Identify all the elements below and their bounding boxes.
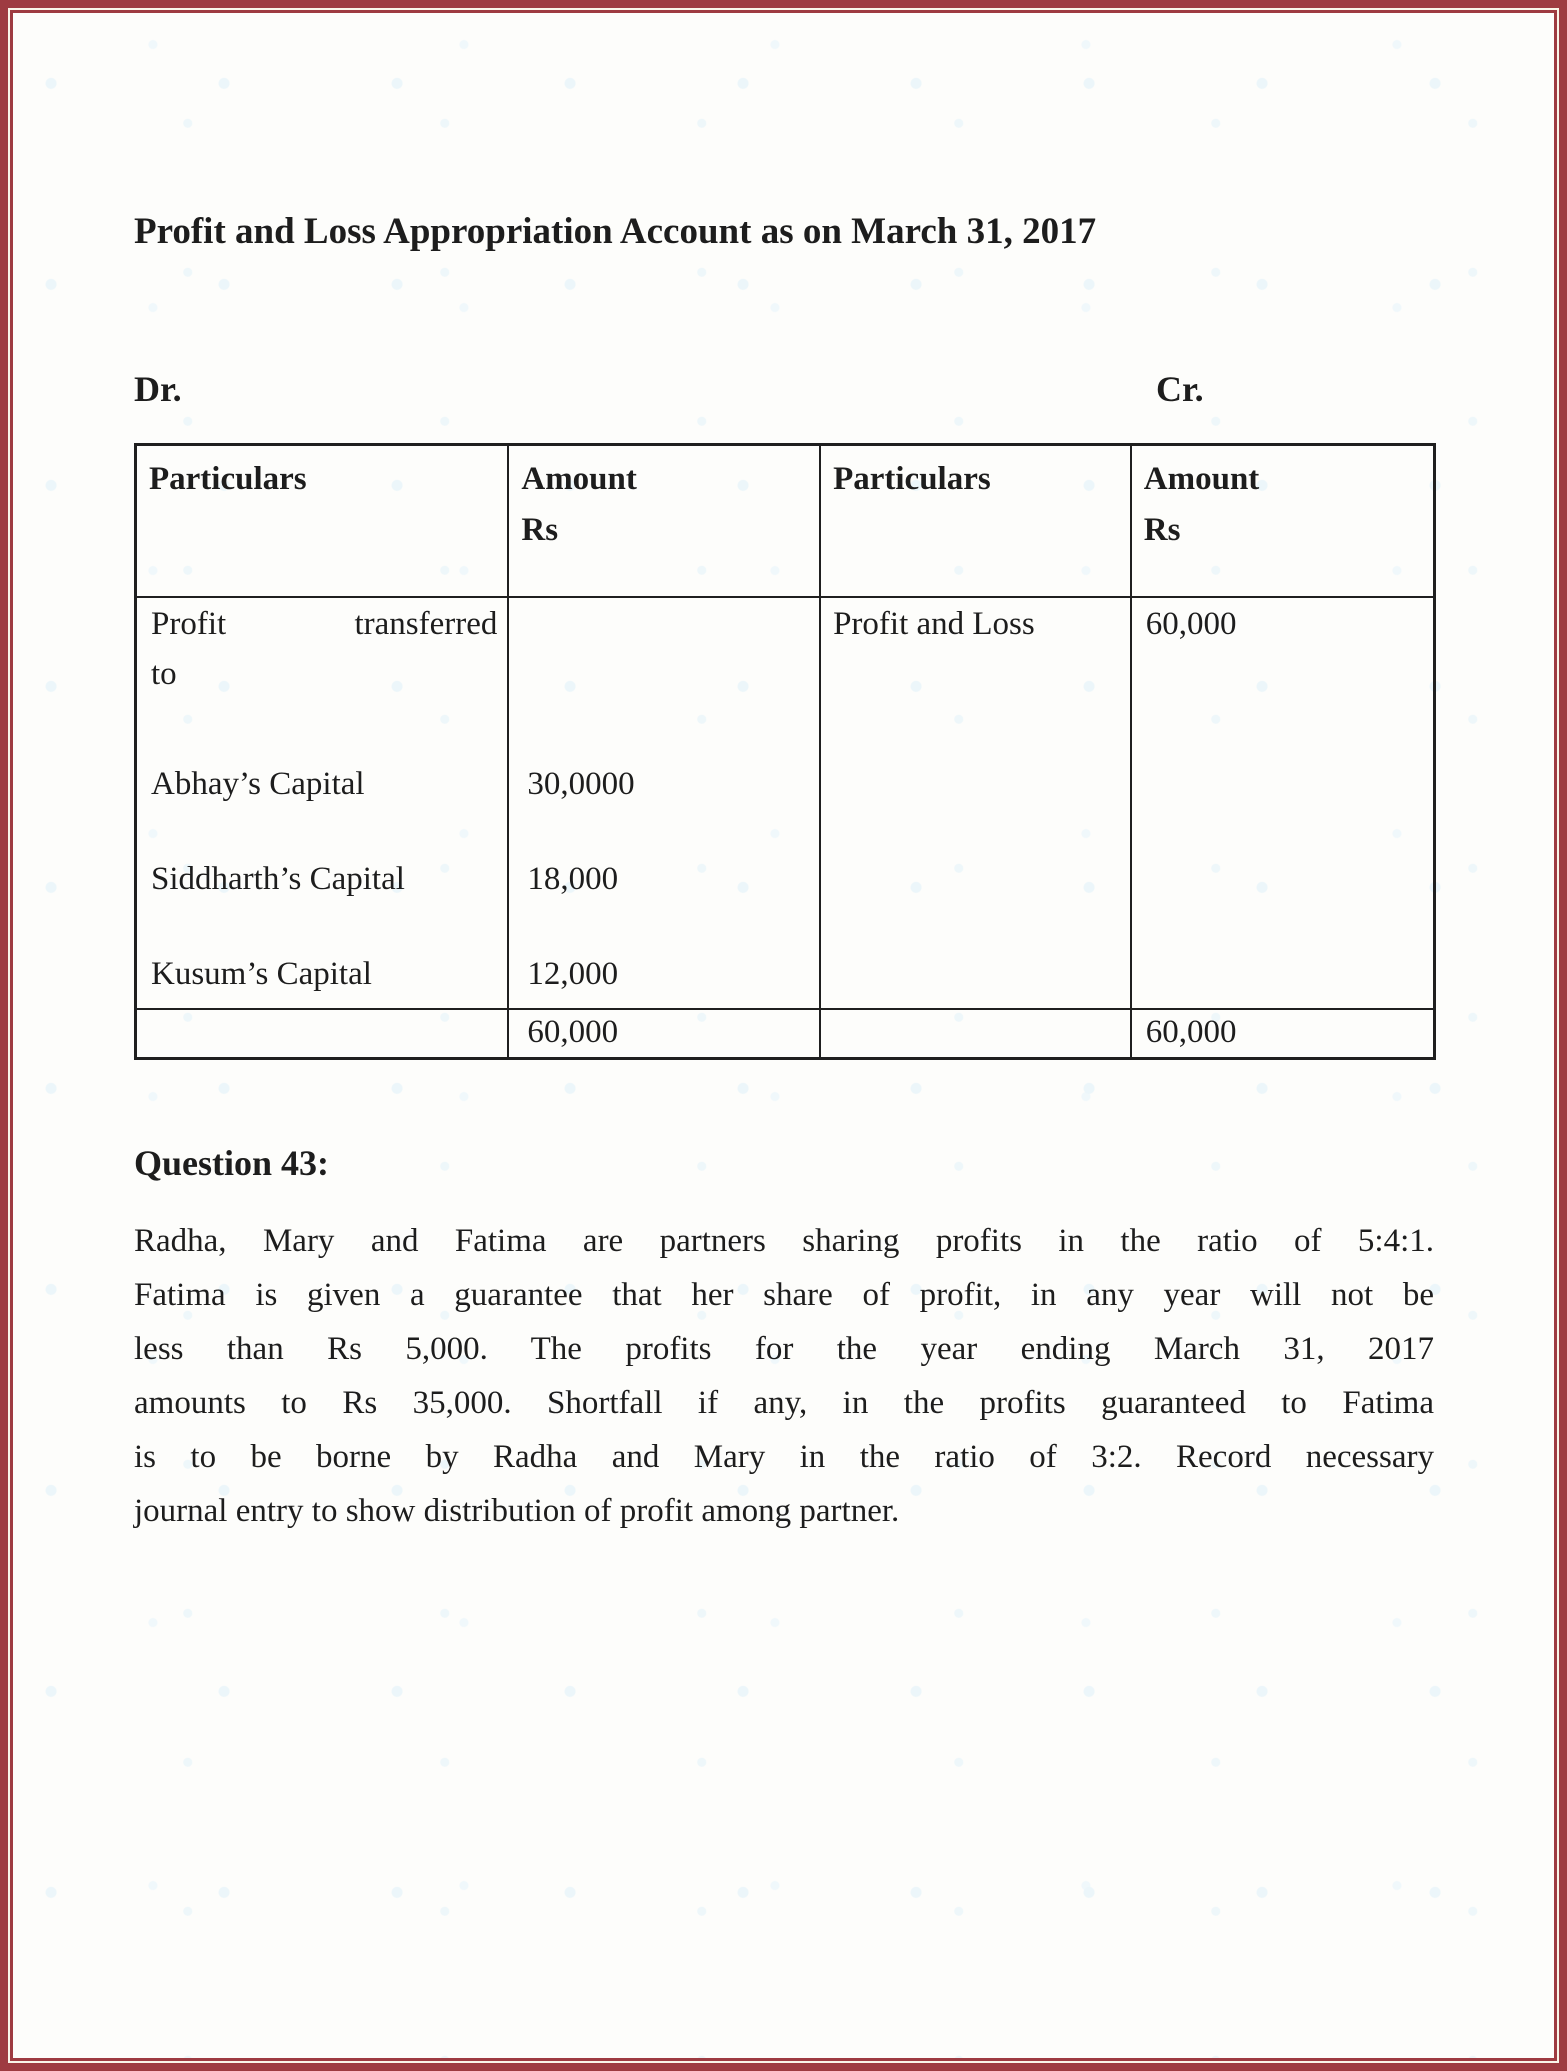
- debit-amount-header-line2: Rs: [521, 512, 559, 548]
- debit-amount-header: [509, 446, 819, 556]
- debit-entry-name: Siddharth’s Capital: [151, 860, 405, 897]
- table-total-row: [136, 1009, 1435, 1059]
- credit-particulars-header: Particulars: [833, 461, 991, 497]
- credit-amount-header-line1: Amount: [1143, 461, 1260, 497]
- question-line: Fatima is given a guarantee that her share of profit, in any year will not be: [134, 1277, 1434, 1313]
- debit-amount-cell: [508, 597, 820, 1009]
- appropriation-account-table: [134, 443, 1436, 1060]
- debit-intro-word2: transferred: [354, 605, 498, 642]
- debit-entry-name: Abhay’s Capital: [151, 765, 365, 802]
- credit-amount-header-cell: [1131, 445, 1435, 597]
- cr-label: Cr.: [1156, 369, 1204, 409]
- credit-particulars-header-cell: [820, 445, 1131, 597]
- credit-total-blank-cell: [820, 1009, 1131, 1059]
- page-title: Profit and Loss Appropriation Account as on March 31, 2017: [134, 211, 1097, 252]
- question-line: Radha, Mary and Fatima are partners sharing profits in the ratio of 5:4:1.: [134, 1223, 1434, 1259]
- debit-particulars-cell: [136, 597, 509, 1009]
- question-line: journal entry to show distribution of profit among partner.: [134, 1493, 900, 1529]
- credit-amount-header-line2: Rs: [1143, 512, 1181, 548]
- credit-entry-name: Profit and Loss: [833, 605, 1035, 642]
- debit-entry-name: Kusum’s Capital: [151, 955, 372, 992]
- dr-label: Dr.: [134, 369, 182, 409]
- credit-amount-cell: [1131, 597, 1435, 1009]
- debit-total-blank-cell: [136, 1009, 509, 1059]
- debit-particulars-header: Particulars: [149, 461, 307, 497]
- credit-total-cell: [1131, 1009, 1435, 1059]
- debit-intro-word1: Profit: [151, 605, 227, 642]
- debit-amount-header-cell: [508, 445, 820, 597]
- question-line: amounts to Rs 35,000. Shortfall if any, in the profits guaranteed to Fatima: [134, 1385, 1434, 1421]
- credit-amount-header: [1132, 446, 1433, 556]
- debit-total-amount: 60,000: [527, 1013, 619, 1050]
- credit-particulars-cell: [820, 597, 1131, 1009]
- debit-intro-line1: [151, 604, 497, 644]
- question-paragraph: [134, 1214, 1434, 1538]
- debit-amount-header-line1: Amount: [521, 461, 637, 497]
- debit-entry-amount: 30,0000: [527, 765, 635, 802]
- question-line: less than Rs 5,000. The profits for the year ending March 31, 2017: [134, 1331, 1434, 1367]
- table-header-row: [136, 445, 1435, 597]
- debit-entry-amount: 18,000: [527, 860, 619, 897]
- question-line: is to be borne by Radha and Mary in the ratio of 3:2. Record necessary: [134, 1439, 1434, 1475]
- credit-total-amount: 60,000: [1145, 1013, 1237, 1050]
- debit-particulars-header-cell: [136, 445, 509, 597]
- question-heading: Question 43:: [134, 1143, 330, 1183]
- debit-intro-line2: to: [151, 655, 177, 692]
- debit-total-cell: [508, 1009, 820, 1059]
- credit-entry-amount: 60,000: [1145, 605, 1237, 642]
- debit-entry-amount: 12,000: [527, 955, 619, 992]
- table-body-row: [136, 597, 1435, 1009]
